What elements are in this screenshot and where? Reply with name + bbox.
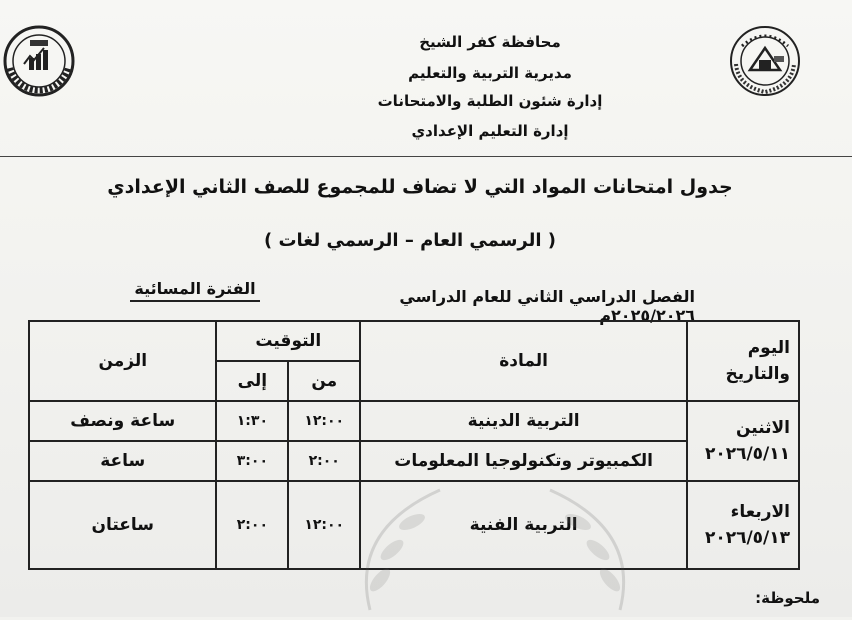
from-cell: ١٢:٠٠ xyxy=(288,481,360,569)
header-subject: المادة xyxy=(360,321,687,401)
to-cell: ٣:٠٠ xyxy=(216,441,288,481)
day-date: ٢٠٢٦/٥/١٣ xyxy=(704,528,790,548)
to-cell: ٢:٠٠ xyxy=(216,481,288,569)
from-cell: ٢:٠٠ xyxy=(288,441,360,481)
directorate-name: مديرية التربية والتعليم xyxy=(408,64,572,82)
duration-cell: ساعتان xyxy=(29,481,216,569)
note-label: ملحوظة: xyxy=(755,589,820,607)
header-divider xyxy=(0,156,852,157)
header-day-date xyxy=(687,321,799,401)
day-name: الاربعاء xyxy=(730,502,790,522)
document-title: جدول امتحانات المواد التي لا تضاف للمجموع للصف الثاني الإعدادي xyxy=(107,176,733,198)
from-cell: ١٢:٠٠ xyxy=(288,401,360,441)
header-day: اليوم xyxy=(747,338,790,358)
header-date: والتاريخ xyxy=(725,364,790,384)
header-from: من xyxy=(288,361,360,401)
subject-cell: التربية الفنية xyxy=(360,481,687,569)
wreath-watermark-icon xyxy=(330,470,660,620)
day-name: الاثنين xyxy=(735,418,790,438)
table-header-row xyxy=(29,321,799,361)
day-cell xyxy=(687,481,799,569)
day-date: ٢٠٢٦/٥/١١ xyxy=(704,444,790,464)
header-duration: الزمن xyxy=(29,321,216,401)
duration-cell: ساعة xyxy=(29,441,216,481)
governorate-name: محافظة كفر الشيخ xyxy=(419,33,561,51)
document-subtitle: ( الرسمي العام – الرسمي لغات ) xyxy=(263,230,557,251)
header-to: إلى xyxy=(216,361,288,401)
department-preparatory: إدارة التعليم الإعدادي xyxy=(411,122,569,140)
period-label: الفترة المسائية xyxy=(130,279,260,302)
subject-cell: التربية الدينية xyxy=(360,401,687,441)
ministry-emblem-icon xyxy=(2,24,76,98)
day-cell xyxy=(687,401,799,481)
duration-cell: ساعة ونصف xyxy=(29,401,216,441)
header-timing: التوقيت xyxy=(216,321,360,361)
department-students: إدارة شئون الطلبة والامتحانات xyxy=(377,92,603,110)
to-cell: ١:٣٠ xyxy=(216,401,288,441)
table-row xyxy=(29,401,799,441)
subject-cell: الكمبيوتر وتكنولوجيا المعلومات xyxy=(360,441,687,481)
term-line: الفصل الدراسي الثاني للعام الدراسي ٢٠٢٥/٢٠٢٦م xyxy=(399,287,695,325)
